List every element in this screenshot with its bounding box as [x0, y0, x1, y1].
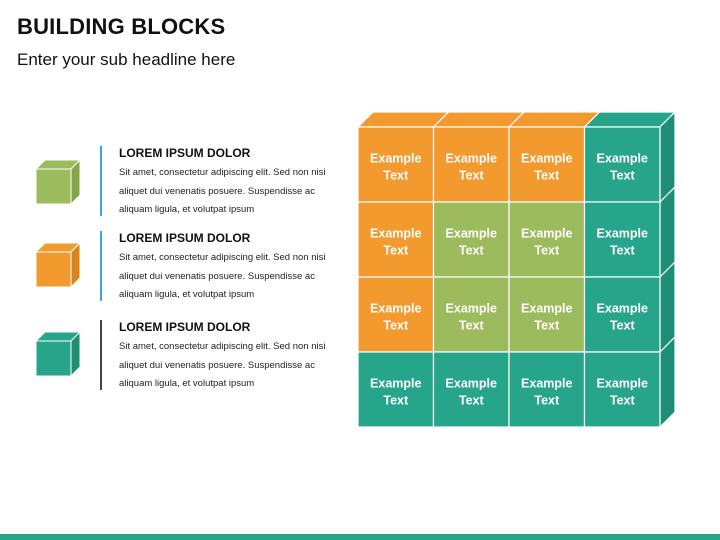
block-label: Example Text: [596, 301, 648, 333]
bottom-accent-bar: [0, 534, 720, 540]
slide-subtitle: Enter your sub headline here: [17, 50, 236, 69]
legend-line: Sit amet, consectetur adipiscing elit. Sed non nisi: [119, 252, 326, 263]
block-label: Example Text: [445, 376, 497, 408]
legend-line: aliquet dui venenatis posuere. Suspendisse ac: [119, 270, 315, 282]
block-label: Example Text: [445, 301, 497, 333]
legend-line: aliquam ligula, et volutpat ipsum: [119, 378, 255, 389]
legend-heading: LOREM IPSUM DOLOR: [119, 320, 251, 334]
block-label: Example Text: [370, 301, 422, 333]
legend-heading: LOREM IPSUM DOLOR: [119, 146, 251, 160]
legend-line: Sit amet, consectetur adipiscing elit. Sed non nisi: [119, 341, 326, 352]
block-label: Example Text: [445, 151, 497, 183]
legend-line: aliquet dui venenatis posuere. Suspendisse ac: [119, 185, 315, 197]
block-label: Example Text: [521, 301, 573, 333]
legend-line: aliquet dui venenatis posuere. Suspendisse ac: [119, 359, 315, 371]
block-label: Example Text: [596, 226, 648, 258]
block-label: Example Text: [445, 226, 497, 258]
legend-line: aliquam ligula, et volutpat ipsum: [119, 289, 255, 300]
block-label: Example Text: [370, 376, 422, 408]
slide-title: BUILDING BLOCKS: [17, 14, 226, 39]
block-label: Example Text: [596, 151, 648, 183]
block-label: Example Text: [596, 376, 648, 408]
block-label: Example Text: [370, 151, 422, 183]
block-label: Example Text: [521, 151, 573, 183]
legend-line: aliquam ligula, et volutpat ipsum: [119, 204, 255, 215]
block-label: Example Text: [521, 226, 573, 258]
block-label: Example Text: [521, 376, 573, 408]
block-label: Example Text: [370, 226, 422, 258]
legend-heading: LOREM IPSUM DOLOR: [119, 231, 251, 245]
block-side-face: [660, 337, 675, 427]
legend-line: Sit amet, consectetur adipiscing elit. Sed non nisi: [119, 167, 326, 178]
